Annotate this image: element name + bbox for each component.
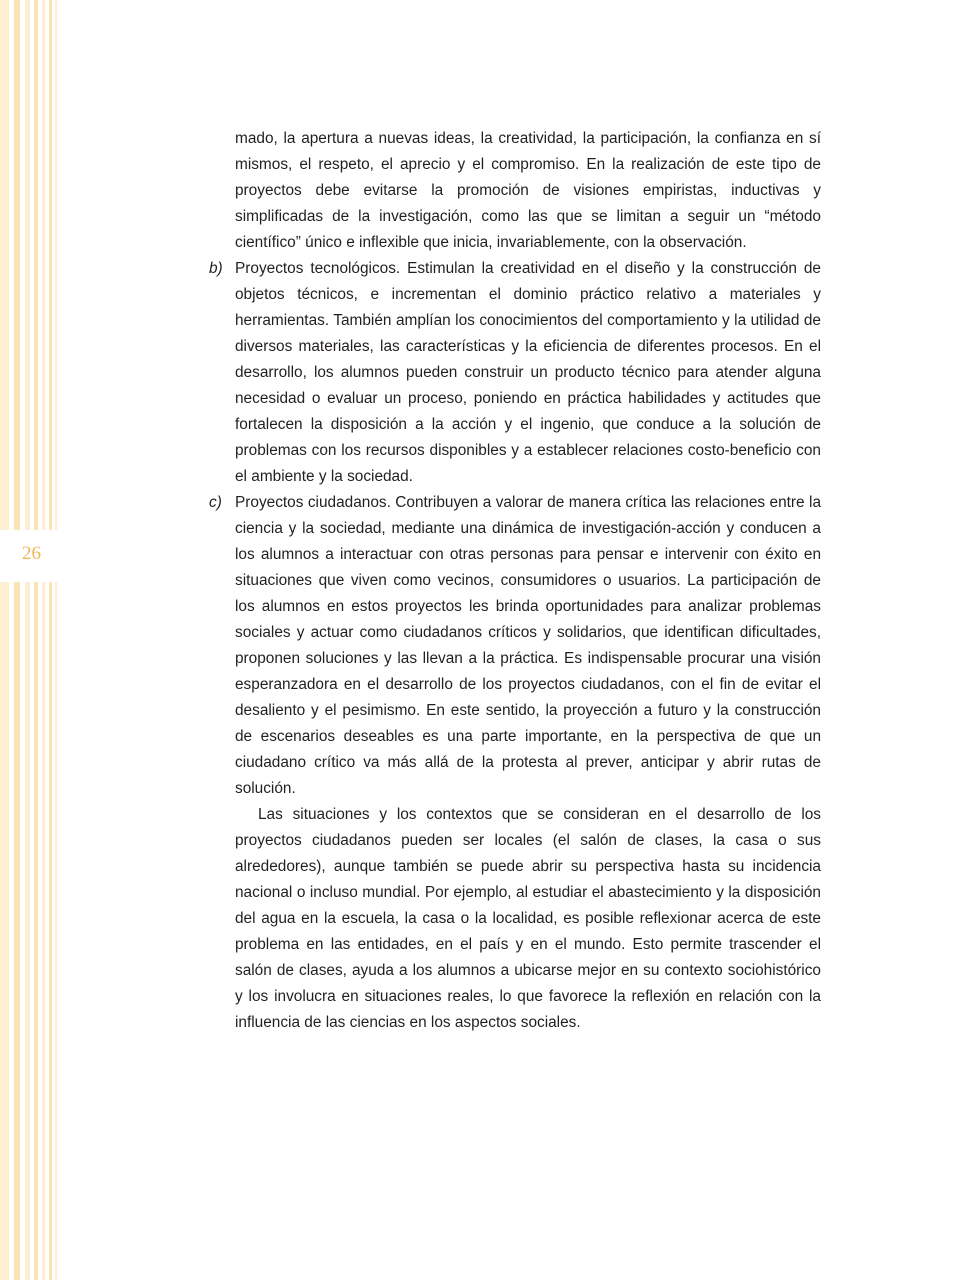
list-marker: b)	[209, 260, 223, 277]
margin-stripe	[34, 0, 38, 1280]
margin-stripe	[0, 0, 9, 1280]
list-marker: c)	[209, 494, 222, 511]
body-text	[209, 126, 821, 1036]
margin-stripe	[14, 0, 20, 1280]
list-item-c	[209, 490, 821, 802]
list-item-b	[209, 256, 821, 490]
continuation-paragraph: mado, la apertura a nuevas ideas, la creatividad, la participación, la confianza en sí mismos, el respeto, el aprecio y el compromiso. En la realización de este tipo de proyectos debe evitarse la promoción de visiones empiristas, inductivas y simplificadas de la investigación, como las que se limitan a seguir un “método científico” único e inflexible que inicia, invariablemente, con la observación.	[235, 130, 821, 251]
list-item-text: Proyectos ciudadanos. Contribuyen a valorar de manera crítica las relaciones entre la ciencia y la sociedad, mediante una dinámica de investigación-acción y conducen a los alumnos a interactuar con otras personas para pensar e intervenir con éxito en situaciones que viven como vecinos, consumidores o usuarios. La participación de los alumnos en estos proyectos les brinda oportunidades para analizar problemas sociales y actuar como ciudadanos críticos y solidarios, que identifican dificultades, proponen soluciones y las llevan a la práctica. Es indispensable procurar una visión esperanzadora en el desarrollo de los proyectos ciudadanos, con el fin de evitar el desaliento y el pesimismo. En este sentido, la proyección a futuro y la construcción de escenarios deseables es una parte importante, en la perspectiva de que un ciudadano crítico va más allá de la protesta al prever, anticipar y abrir rutas de solución.	[235, 494, 821, 797]
margin-stripe	[42, 0, 45, 1280]
margin-decoration	[0, 0, 60, 1280]
margin-stripe	[55, 0, 57, 1280]
margin-stripe	[25, 0, 30, 1280]
list-item-text: Proyectos tecnológicos. Estimulan la creatividad en el diseño y la construcción de objetos técnicos, e incrementan el dominio práctico relativo a materiales y herramientas. También amplían los conocimientos del comportamiento y la utilidad de diversos materiales, las características y la eficiencia de diferentes procesos. En el desarrollo, los alumnos pueden construir un producto técnico para atender alguna necesidad o evaluar un proceso, poniendo en práctica habilidades y actitudes que fortalecen la disposición a la acción y el ingenio, que conduce a la solución de problemas con los recursos disponibles y a establecer relaciones costo-beneficio con el ambiente y la sociedad.	[235, 260, 821, 485]
page-number: 26	[22, 543, 41, 564]
margin-stripe	[49, 0, 52, 1280]
closing-paragraph: Las situaciones y los contextos que se consideran en el desarrollo de los proyectos ciudadanos pueden ser locales (el salón de clases, la casa o sus alrededores), aunque también se puede abrir su perspectiva hasta su incidencia nacional o incluso mundial. Por ejemplo, al estudiar el abastecimiento y la disposición del agua en la escuela, la casa o la localidad, es posible reflexionar acerca de este problema en las entidades, en el país y en el mundo. Esto permite trascender el salón de clases, ayuda a los alumnos a ubicarse mejor en su contexto sociohistórico y los involucra en situaciones reales, lo que favorece la reflexión en relación con la influencia de las ciencias en los aspectos sociales.	[235, 806, 821, 1031]
